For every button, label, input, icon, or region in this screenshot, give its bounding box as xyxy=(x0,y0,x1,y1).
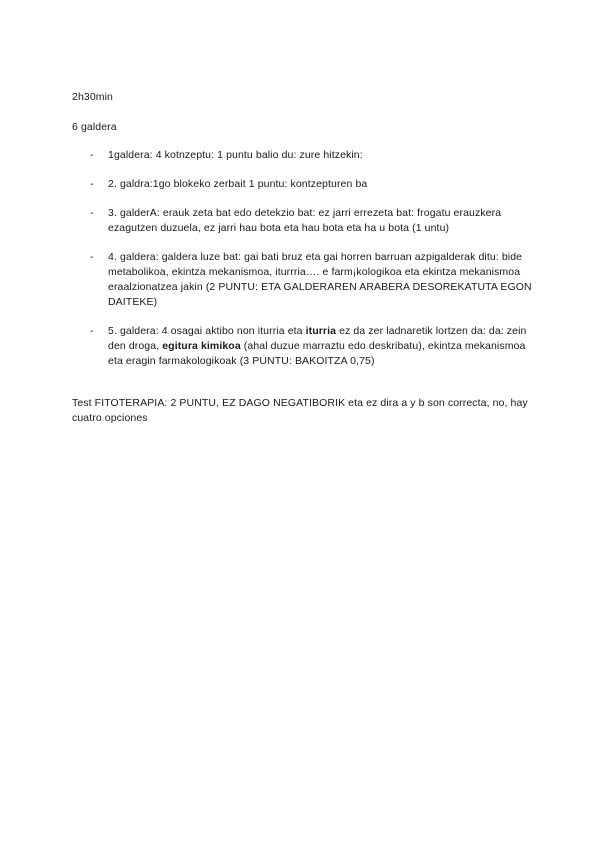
bullet-dash: - xyxy=(90,325,94,337)
list-item-bold-text: iturria xyxy=(305,325,337,337)
bullet-dash: - xyxy=(90,251,94,263)
list-item-text: 3. galderA: erauk zeta bat edo detekzio bat: ez jarri errezeta bat: frogatu erauzkera ezagutzen duzuela, ez jarri hau bota eta hau bota eta ha u bota (1 untu) xyxy=(108,207,502,234)
list-item xyxy=(72,250,532,310)
list-item-text: 2. galdra:1go blokeko zerbait 1 puntu: kontzepturen ba xyxy=(108,178,368,190)
list-item-text-part: (ahal duzue marraztu edo deskribatu), ekintza mekanismoa eta eragin farmakologikoak (3 PUNTU: BAKOITZA 0,75) xyxy=(108,340,526,367)
list-item xyxy=(72,177,532,192)
bullet-dash: - xyxy=(90,207,94,219)
test-note: Test FITOTERAPIA: 2 PUNTU, EZ DAGO NEGATIBORIK eta ez dira a y b son correcta, no, hay cuatro opciones xyxy=(72,397,528,424)
question-list xyxy=(72,148,532,383)
list-item-text-part: 5. galdera: 4 osagai aktibo non iturria eta xyxy=(108,325,306,337)
list-item-text-part: ez da zer ladnaretik lortzen da: da: zein den droga, xyxy=(108,325,527,352)
list-item xyxy=(72,206,532,236)
list-item xyxy=(72,324,532,369)
exam-duration: 2h30min xyxy=(72,91,113,103)
list-item-text: 1galdera: 4 kotnzeptu: 1 puntu balio du: zure hitzekin: xyxy=(108,149,363,161)
bullet-dash: - xyxy=(90,149,94,161)
question-count: 6 galdera xyxy=(72,121,117,133)
list-item xyxy=(72,148,532,163)
bullet-dash: - xyxy=(90,178,94,190)
list-item-bold-text: egitura kimikoa xyxy=(162,340,241,352)
list-item-text: 4. galdera: galdera luze bat: gai bati bruz eta gai horren barruan azpigalderak ditu: bide metabolikoa, ekintza mekanismoa, iturrria…. e farm¡kologikoa eta ekintza mekanismoa eraalzionatzea jakin (2 PUNTU: ETA GALDERAREN ARABERA DESOREKATUTA EGON DAITEKE) xyxy=(108,251,532,308)
